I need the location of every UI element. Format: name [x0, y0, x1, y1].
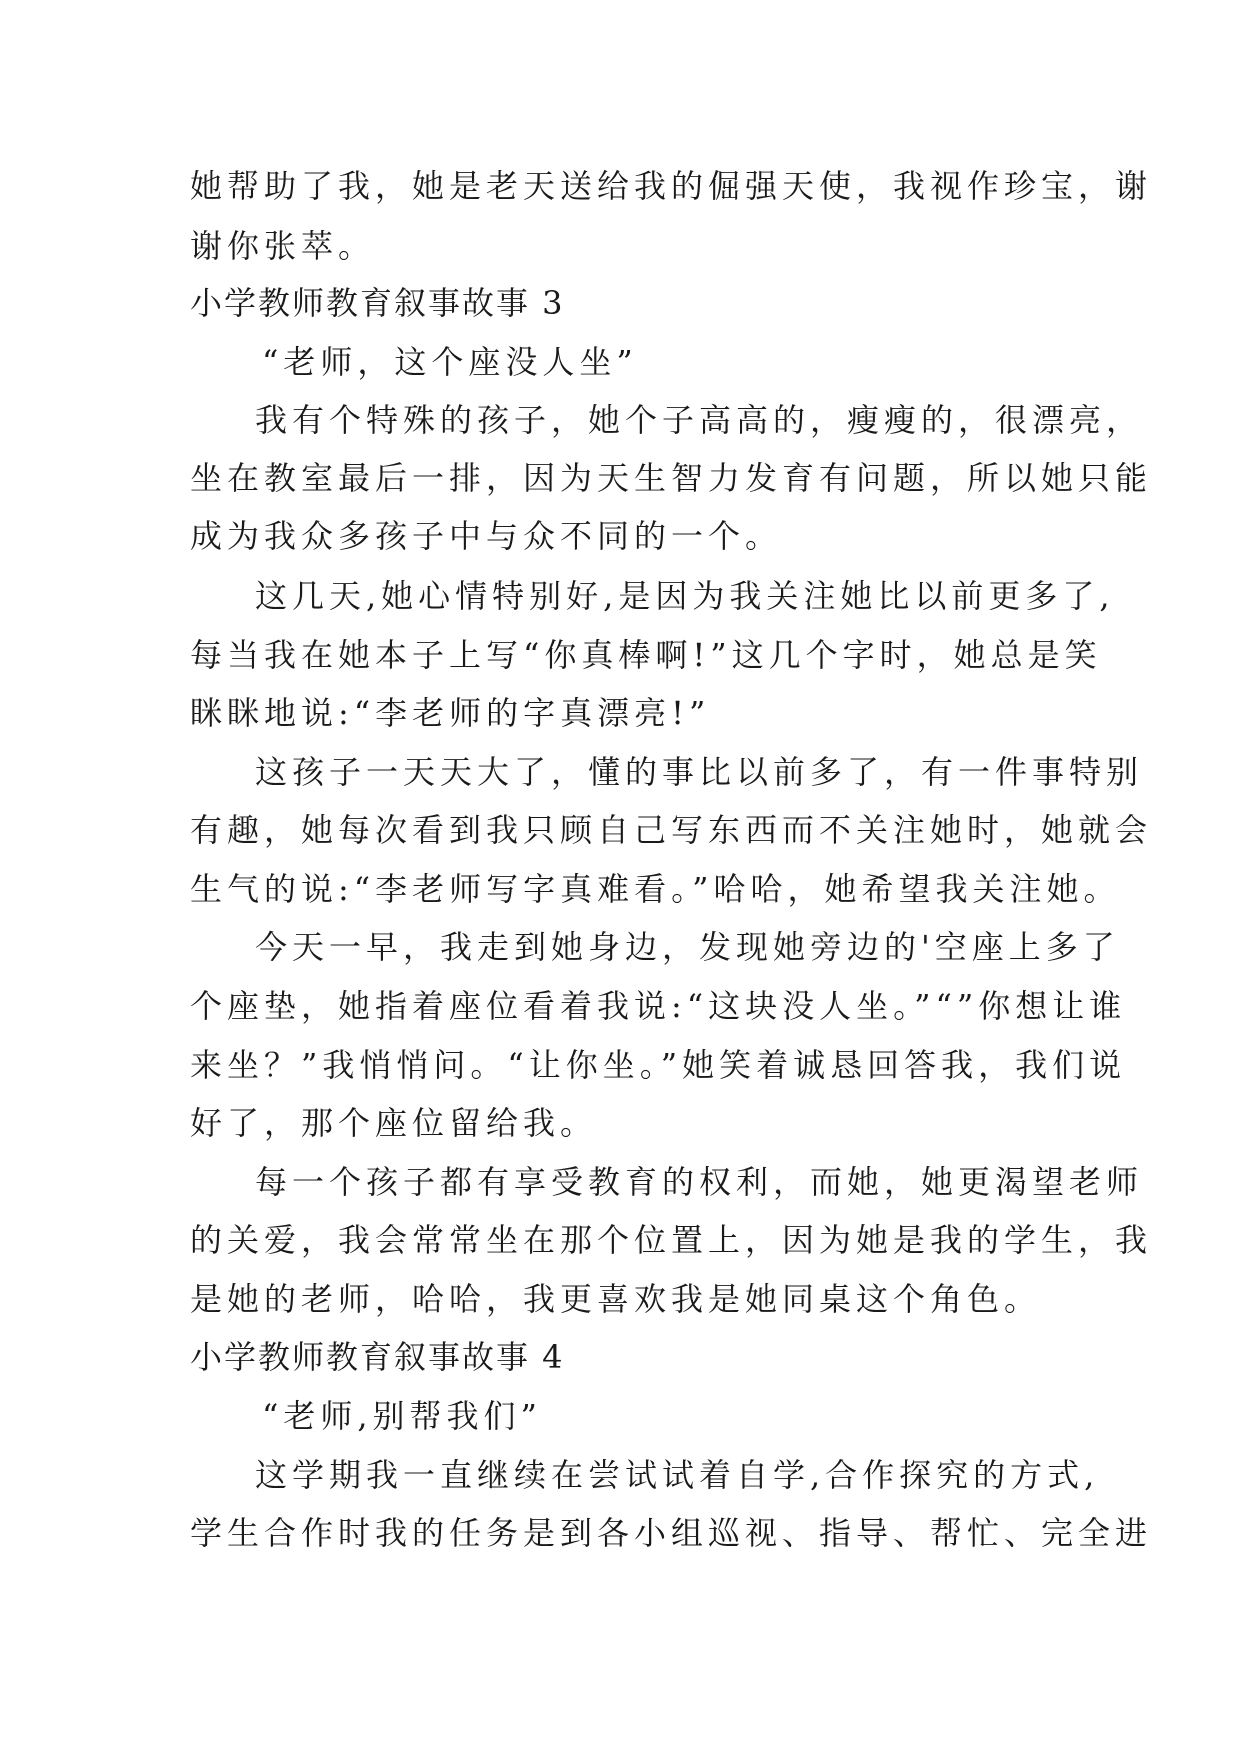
paragraph-line: 的关爱，我会常常坐在那个位置上，因为她是我的学生，我 — [190, 1221, 1153, 1259]
paragraph-line: 每当我在她本子上写“你真棒啊!”这几个字时，她总是笑 — [190, 636, 1102, 674]
paragraph-line: 是她的老师，哈哈，我更喜欢我是她同桌这个角色。 — [190, 1280, 1042, 1318]
paragraph-line: 我有个特殊的孩子，她个子高高的，瘦瘦的，很漂亮， — [255, 401, 1144, 439]
paragraph-line: 成为我众多孩子中与众不同的一个。 — [190, 517, 783, 555]
paragraph-line: 个座垫，她指着座位看着我说:“这块没人坐。”“”你想让谁 — [190, 987, 1127, 1025]
paragraph-line: 来坐？”我悄悄问。“让你坐。”她笑着诚恳回答我，我们说 — [190, 1046, 1127, 1084]
paragraph-line: 学生合作时我的任务是到各小组巡视、指导、帮忙、完全进 — [190, 1514, 1153, 1552]
section-subtitle: “老师,别帮我们” — [262, 1397, 542, 1435]
paragraph-line: 坐在教室最后一排，因为天生智力发育有问题，所以她只能 — [190, 459, 1153, 497]
paragraph-line: 这几天,她心情特别好,是因为我关注她比以前更多了, — [255, 577, 1115, 615]
paragraph-line: 今天一早，我走到她身边，发现她旁边的'空座上多了 — [255, 928, 1120, 966]
section-heading: 小学教师教育叙事故事 3 — [190, 284, 565, 322]
paragraph-line: 这孩子一天天大了，懂的事比以前多了，有一件事特别 — [255, 753, 1144, 791]
paragraph-line: 每一个孩子都有享受教育的权利，而她，她更渴望老师 — [255, 1163, 1144, 1201]
paragraph-line: 这学期我一直继续在尝试试着自学,合作探究的方式, — [255, 1456, 1100, 1494]
paragraph-line: 好了，那个座位留给我。 — [190, 1104, 598, 1142]
section-subtitle: “老师，这个座没人坐” — [262, 343, 638, 381]
paragraph-line: 有趣，她每次看到我只顾自己写东西而不关注她时，她就会 — [190, 811, 1153, 849]
paragraph-line: 眯眯地说:“李老师的字真漂亮!” — [190, 694, 711, 732]
text-line: 谢你张萃。 — [190, 227, 376, 265]
section-heading: 小学教师教育叙事故事 4 — [190, 1338, 565, 1376]
text-line: 她帮助了我，她是老天送给我的倔强天使，我视作珍宝，谢 — [190, 167, 1153, 205]
paragraph-line: 生气的说:“李老师写字真难看。”哈哈，她希望我关注她。 — [190, 870, 1121, 908]
